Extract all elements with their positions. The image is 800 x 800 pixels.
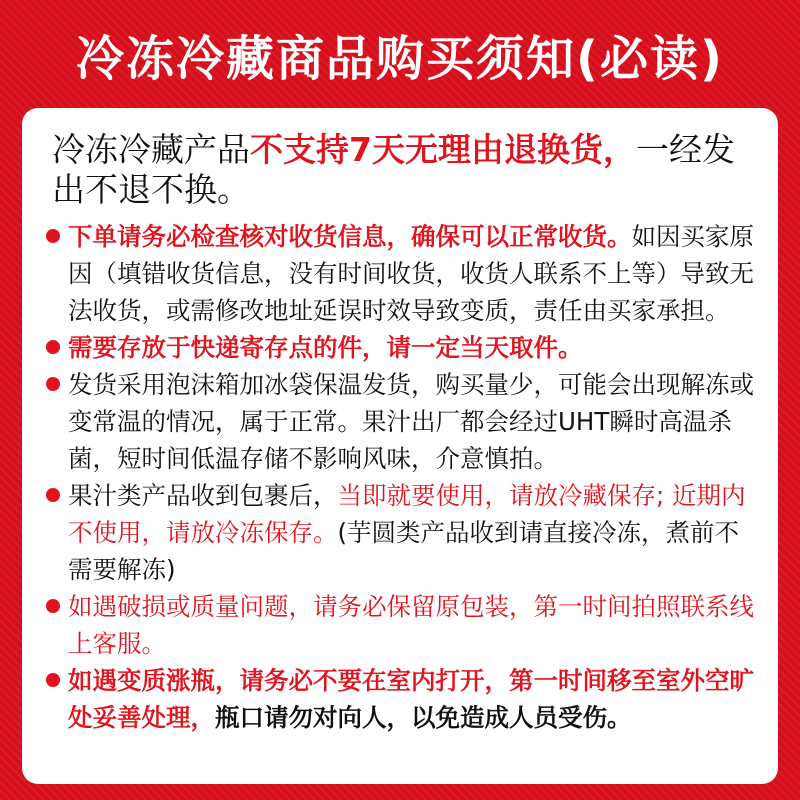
intro-emphasis: 不支持7天无理由退换货， [250,130,636,169]
item-strong-text: 需要存放于快递寄存点的件，请一定当天取件。 [68,333,583,362]
item-strong-text: 如遇变质涨瓶，请务必不要在室内打开，第一时间移至室外空旷处妥善处理， [68,666,754,732]
notice-card [22,108,778,784]
notice-list [46,218,760,736]
list-item [46,329,760,366]
item-strong-text: 下单请务必检查核对收货信息，确保可以正常收货。 [68,222,632,251]
item-bold-text: 瓶口请勿对向人，以免造成人员受伤。 [215,703,632,732]
intro-suffix: 一经发出不退不换。 [52,130,735,209]
bullet-icon [46,488,60,502]
bullet-icon [46,599,60,613]
item-text: 果汁类产品收到包裹后， [68,481,338,510]
list-item [46,588,760,662]
item-text: 如因买家原因（填错收货信息，没有时间收货，收货人联系不上等）导致无法收货，或需修改地址延误时效导致变质，责任由买家承担。 [68,222,754,325]
bullet-icon [46,229,60,243]
intro-prefix: 冷冻冷藏产品 [52,130,250,169]
item-text: 发货采用泡沫箱加冰袋保温发货，购买量少，可能会出现解冻或变常温的情况，属于正常。果汁出厂都会经过UHT瞬时高温杀菌，短时间低温存储不影响风味，介意慎拍。 [68,370,754,473]
item-red-text: 当即就要使用，请放冷藏保存; 近期内不使用，请放冷冻保存。 [68,481,746,547]
item-red-text: 如遇破损或质量问题，请务必保留原包装，第一时间拍照联系线上客服。 [68,592,754,658]
list-item [46,218,760,329]
item-text: (芋圆类产品收到请直接冷冻，煮前不需要解冻) [68,518,740,584]
list-item [46,662,760,736]
bullet-icon [46,340,60,354]
page-title: 冷冻冷藏商品购买须知(必读) [76,30,724,87]
intro-paragraph [46,130,760,210]
list-item [46,366,760,477]
list-item [46,477,760,588]
bullet-icon [46,673,60,687]
bullet-icon [46,377,60,391]
